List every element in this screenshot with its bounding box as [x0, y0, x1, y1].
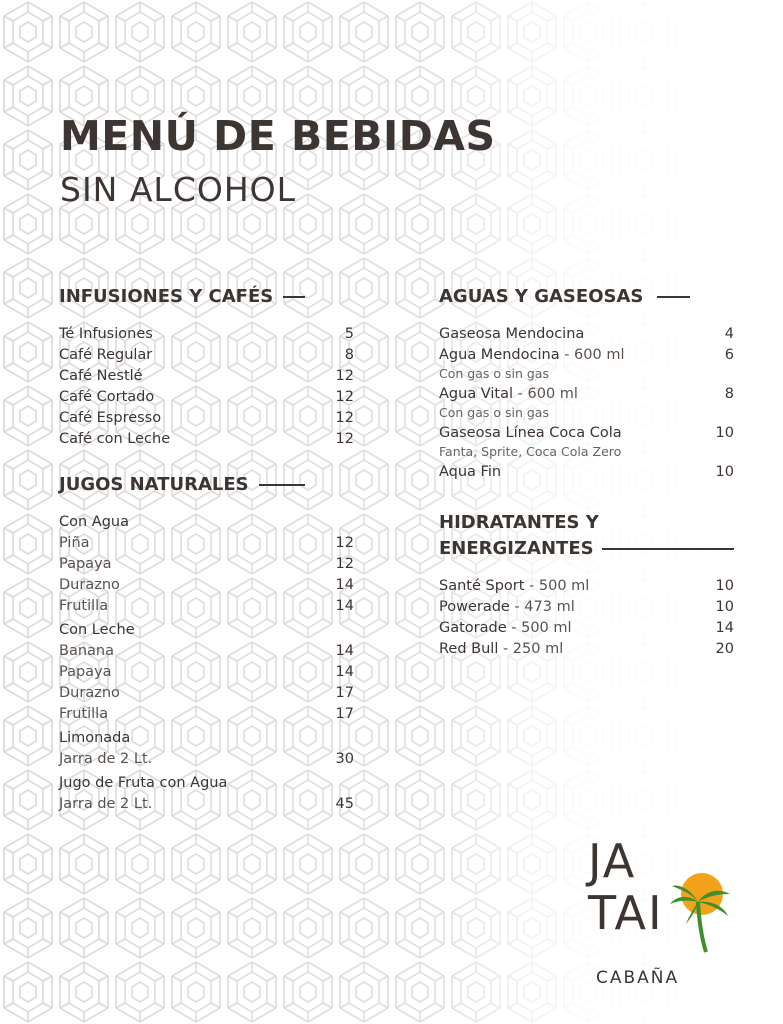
group-label: Con Leche: [59, 622, 135, 638]
item-name: Durazno: [59, 577, 120, 593]
item-name: Café Regular: [59, 347, 153, 363]
item-name: Agua Vital - 600 ml: [439, 386, 578, 402]
brand-logo: [588, 834, 738, 998]
item-name: Café con Leche: [59, 431, 171, 447]
list-item: [59, 794, 354, 815]
list-item: [59, 345, 354, 366]
item-price: 17: [335, 685, 354, 701]
item-price: 12: [335, 368, 354, 384]
list-item: [59, 387, 354, 408]
list-item: [439, 576, 734, 597]
heading-rule: [283, 296, 305, 298]
item-name: Powerade - 473 ml: [439, 599, 575, 615]
section-heading-aguas: AGUAS Y GASEOSAS: [439, 284, 734, 310]
aguas-list: [439, 324, 734, 483]
item-price: 30: [335, 751, 354, 767]
right-column: [439, 284, 734, 660]
item-price: 17: [335, 706, 354, 722]
item-name: Jarra de 2 Lt.: [59, 796, 153, 812]
item-name: Papaya: [59, 664, 112, 680]
item-name: Piña: [59, 535, 90, 551]
page-title: MENÚ DE BEBIDAS: [60, 112, 496, 160]
item-price: 10: [715, 578, 734, 594]
heading-rule: [259, 484, 305, 486]
list-item: [59, 429, 354, 450]
item-name: Café Espresso: [59, 410, 162, 426]
group-label: Con Agua: [59, 514, 129, 530]
list-item: [439, 597, 734, 618]
item-price: 45: [335, 796, 354, 812]
item-price: 8: [344, 347, 354, 363]
item-name: Té Infusiones: [59, 326, 153, 342]
list-item: [59, 641, 354, 662]
list-item: [59, 575, 354, 596]
list-item: [59, 749, 354, 770]
list-item: [59, 683, 354, 704]
item-name: Agua Mendocina - 600 ml: [439, 347, 625, 363]
page-subtitle: SIN ALCOHOL: [60, 170, 297, 209]
item-price: 12: [335, 535, 354, 551]
item-name: Santé Sport - 500 ml: [439, 578, 590, 594]
list-item: [59, 366, 354, 387]
list-item: [439, 618, 734, 639]
item-name: Red Bull - 250 ml: [439, 641, 564, 657]
list-item: [59, 533, 354, 554]
heading-rule: [602, 548, 734, 550]
item-price: 6: [724, 347, 734, 363]
item-price: 10: [715, 425, 734, 441]
list-item: [59, 662, 354, 683]
item-name: Aqua Fin: [439, 464, 502, 480]
palm-tree-sun-icon: [668, 872, 734, 954]
list-item: [59, 554, 354, 575]
item-price: 12: [335, 410, 354, 426]
list-item: [439, 384, 734, 405]
item-note: Fanta, Sprite, Coca Cola Zero: [439, 444, 622, 459]
section-heading-jugos: JUGOS NATURALES: [59, 472, 354, 498]
item-note: Con gas o sin gas: [439, 405, 549, 420]
list-item: [439, 639, 734, 660]
list-item: [59, 596, 354, 617]
hidratantes-list: [439, 576, 734, 660]
item-name: Banana: [59, 643, 114, 659]
item-price: 20: [715, 641, 734, 657]
list-item: [439, 345, 734, 366]
list-item: [59, 408, 354, 429]
left-column: [59, 284, 354, 815]
item-price: 14: [335, 577, 354, 593]
item-price: 14: [335, 664, 354, 680]
item-price: 14: [335, 643, 354, 659]
item-name: Durazno: [59, 685, 120, 701]
item-name: Frutilla: [59, 706, 109, 722]
item-price: 8: [724, 386, 734, 402]
item-price: 10: [715, 464, 734, 480]
section-heading-infusiones: INFUSIONES Y CAFÉS: [59, 284, 354, 310]
item-price: 4: [724, 326, 734, 342]
list-item: [59, 324, 354, 345]
item-price: 14: [715, 620, 734, 636]
item-name: Gaseosa Línea Coca Cola: [439, 425, 622, 441]
item-price: 14: [335, 598, 354, 614]
item-price: 10: [715, 599, 734, 615]
item-name: Gatorade - 500 ml: [439, 620, 572, 636]
list-item: [439, 324, 734, 345]
item-note: Con gas o sin gas: [439, 366, 549, 381]
group-label: Jugo de Fruta con Agua: [59, 775, 228, 791]
item-price: 12: [335, 431, 354, 447]
infusiones-list: [59, 324, 354, 450]
logo-tagline: CABAÑA: [596, 968, 680, 988]
item-name: Café Cortado: [59, 389, 155, 405]
item-name: Café Nestlé: [59, 368, 143, 384]
heading-rule: [657, 296, 690, 298]
logo-line-1: JA: [588, 834, 637, 888]
list-item: [59, 704, 354, 725]
item-price: 5: [344, 326, 354, 342]
jugos-list: [59, 512, 354, 815]
item-price: 12: [335, 556, 354, 572]
list-item: [439, 462, 734, 483]
list-item: [439, 423, 734, 444]
logo-line-2: TAI: [588, 886, 664, 940]
group-label: Limonada: [59, 730, 131, 746]
item-name: Frutilla: [59, 598, 109, 614]
item-name: Gaseosa Mendocina: [439, 326, 585, 342]
item-price: 12: [335, 389, 354, 405]
item-name: Papaya: [59, 556, 112, 572]
section-heading-hidratantes: HIDRATANTES Y ENERGIZANTES: [439, 510, 734, 562]
item-name: Jarra de 2 Lt.: [59, 751, 153, 767]
